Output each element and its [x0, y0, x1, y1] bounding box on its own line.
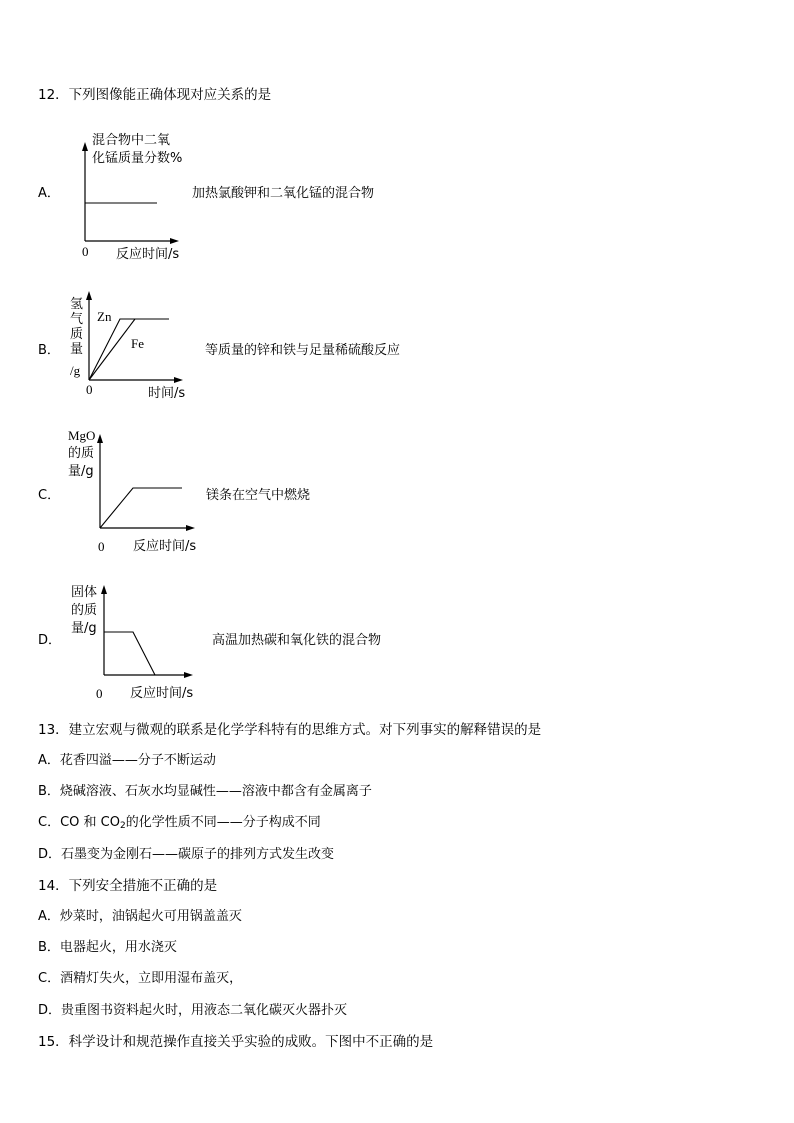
- graph-d-x-arrow-icon: [184, 672, 193, 678]
- graph-b-ylabel-line2: 气: [70, 312, 84, 327]
- q12-option-a-letter: A．: [38, 186, 60, 201]
- q14-option-c: C．酒精灯失火，立即用湿布盖灭，: [38, 971, 243, 986]
- q14-option-a: A．炒菜时，油锅起火可用锅盖盖灭: [38, 909, 242, 924]
- graph-d-xlabel: 反应时间/s: [130, 686, 194, 701]
- graph-b-series-zn: Zn: [97, 309, 112, 324]
- q13-option-d: D．石墨变为金刚石——碳原子的排列方式发生改变: [38, 847, 335, 862]
- graph-b-origin: 0: [86, 382, 93, 397]
- q12-option-b-desc: 等质量的锌和铁与足量稀硫酸反应: [205, 343, 401, 358]
- q12-stem: 12．下列图像能正确体现对应关系的是: [38, 87, 272, 103]
- q12-option-a-desc: 加热氯酸钾和二氧化锰的混合物: [192, 186, 375, 201]
- graph-b-ylabel-line5: /g: [70, 363, 81, 378]
- graph-c-ylabel-line2: 的质: [68, 446, 95, 461]
- q14-stem: 14．下列安全措施不正确的是: [38, 878, 218, 894]
- q14-option-d: D．贵重图书资料起火时，用液态二氧化碳灭火器扑灭: [38, 1003, 348, 1018]
- q12-option-c-letter: C．: [38, 488, 61, 503]
- graph-b-ylabel-line4: 量: [70, 342, 84, 357]
- q13-option-c: [38, 811, 321, 831]
- graph-d-ylabel-line2: 的质: [71, 603, 98, 618]
- graph-d-origin: 0: [96, 686, 103, 701]
- graph-b-series-fe: Fe: [131, 336, 144, 351]
- graph-b-ylabel-line1: 氢: [70, 297, 84, 312]
- q12-option-d-desc: 高温加热碳和氧化铁的混合物: [212, 633, 382, 648]
- q12-option-b-letter: B．: [38, 343, 60, 358]
- graph-b-ylabel-line3: 质: [70, 327, 84, 342]
- graph-a-xlabel: 反应时间/s: [116, 247, 180, 262]
- q12-option-c-desc: 镁条在空气中燃烧: [206, 488, 311, 503]
- q13-option-c-post: 的化学性质不同——分子构成不同: [125, 815, 321, 830]
- graph-a-ylabel-line1: 混合物中二氧: [92, 133, 171, 148]
- graph-d-ylabel-line1: 固体: [71, 585, 98, 600]
- q12-option-d-letter: D．: [38, 633, 62, 648]
- graph-d-y-arrow-icon: [101, 585, 107, 594]
- graph-c-ylabel-line3: 量/g: [68, 464, 94, 479]
- graph-c-origin: 0: [98, 539, 105, 554]
- q13-option-c-pre: C．CO 和 CO: [38, 815, 120, 830]
- q15-stem: 15．科学设计和规范操作直接关乎实验的成败。下图中不正确的是: [38, 1034, 434, 1050]
- q13-option-b: B．烧碱溶液、石灰水均显碱性——溶液中都含有金属离子: [38, 784, 372, 799]
- q13-option-c-sub: 2: [119, 821, 126, 831]
- graph-b-xlabel: 时间/s: [148, 386, 186, 401]
- graph-a-origin: 0: [82, 244, 89, 259]
- graph-a-ylabel-line2: 化锰质量分数%: [92, 151, 183, 166]
- q14-option-b: B．电器起火，用水浇灭: [38, 940, 177, 955]
- graph-c-ylabel-line1: MgO: [68, 428, 96, 443]
- q13-option-a: A．花香四溢——分子不断运动: [38, 753, 216, 768]
- graph-c-xlabel: 反应时间/s: [133, 539, 197, 554]
- q13-stem: 13．建立宏观与微观的联系是化学学科特有的思维方式。对下列事实的解释错误的是: [38, 722, 542, 738]
- graph-d-ylabel-line3: 量/g: [71, 621, 97, 636]
- graph-d-curve: [104, 632, 155, 675]
